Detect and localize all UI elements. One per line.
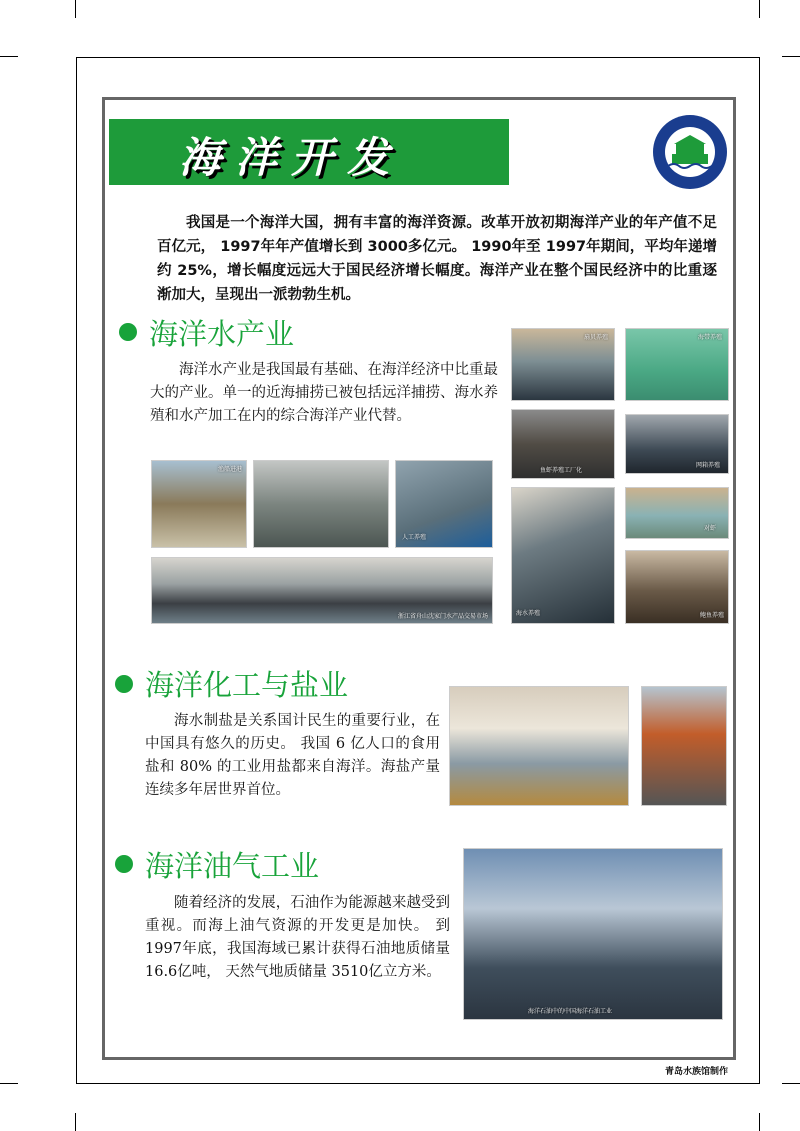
crop-mark bbox=[0, 56, 18, 57]
photo-abalone-poles: 鲍鱼养殖 bbox=[625, 550, 729, 624]
photo-fishermen-boat bbox=[253, 460, 389, 548]
bullet-icon bbox=[119, 323, 137, 341]
photo-shrimp-pond: 对虾 bbox=[625, 487, 729, 539]
bullet-icon bbox=[115, 855, 133, 873]
page-title: 海洋开发 bbox=[179, 133, 404, 182]
photo-fishing-catch: 渔船进港 bbox=[151, 460, 247, 548]
photo-kelp-farm: 海带养殖 bbox=[625, 328, 729, 401]
intro-paragraph: 我国是一个海洋大国，拥有丰富的海洋资源。改革开放初期海洋产业的年产值不足百亿元， 1997年年产值增长到 3000多亿元。 1990年至 1997年期间，平均年递增约 25%，增长幅度远远大于国民经济增长幅度。海洋产业在整个国民经济中的比重逐渐加大，呈现出一派勃勃生机。 bbox=[157, 215, 717, 303]
section-body-chemical-salt: 海水制盐是关系国计民生的重要行业，在中国具有悠久的历史。 我国 6 亿人口的食用盐和 80% 的工业用盐都来自海洋。海盐产量连续多年居世界首位。 bbox=[145, 713, 440, 798]
photo-sea-farming: 海水养殖 bbox=[511, 487, 615, 624]
photo-salt-machinery bbox=[641, 686, 727, 806]
poster bbox=[102, 97, 736, 1060]
section-body-oil-gas: 随着经济的发展，石油作为能源越来越受到重视。而海上油气资源的开发更是加快。 到 1997年底，我国海域已累计获得石油地质储量 16.6亿吨， 天然气地质储量 3510亿立方米。 bbox=[145, 895, 450, 980]
crop-mark bbox=[75, 1113, 76, 1131]
title-banner bbox=[109, 119, 509, 185]
section-title-fisheries: 海洋水产业 bbox=[149, 317, 295, 351]
section-title-chemical-salt: 海洋化工与盐业 bbox=[145, 668, 349, 702]
crop-mark bbox=[0, 1083, 18, 1084]
crop-mark bbox=[782, 1083, 800, 1084]
photo-net-cage: 网箱养殖 bbox=[625, 414, 729, 474]
footer-credit: 青岛水族馆制作 bbox=[664, 1067, 728, 1077]
photo-scallop-farm: 扇贝养殖 bbox=[511, 328, 615, 401]
section-body-fisheries: 海洋水产业是我国最有基础、在海洋经济中比重最大的产业。单一的近海捕捞已被包括远洋捕捞、海水养殖和水产加工在内的综合海洋产业代替。 bbox=[150, 362, 498, 424]
photo-fry-release: 人工养殖 bbox=[395, 460, 493, 548]
crop-mark bbox=[759, 0, 760, 18]
crop-mark bbox=[75, 0, 76, 18]
photo-offshore-oil-platform: 海洋石油中的中国海洋石油工业 bbox=[463, 848, 723, 1020]
crop-mark bbox=[782, 56, 800, 57]
photo-salt-field bbox=[449, 686, 629, 806]
section-title-oil-gas: 海洋油气工业 bbox=[145, 849, 320, 883]
photo-abalone-farm: 鱼虾养殖工厂化 bbox=[511, 409, 615, 479]
aquarium-logo bbox=[652, 114, 728, 190]
photo-fishing-harbor: 浙江省舟山沈家门水产品交易市场 bbox=[151, 557, 493, 624]
bullet-icon bbox=[115, 675, 133, 693]
crop-mark bbox=[759, 1113, 760, 1131]
